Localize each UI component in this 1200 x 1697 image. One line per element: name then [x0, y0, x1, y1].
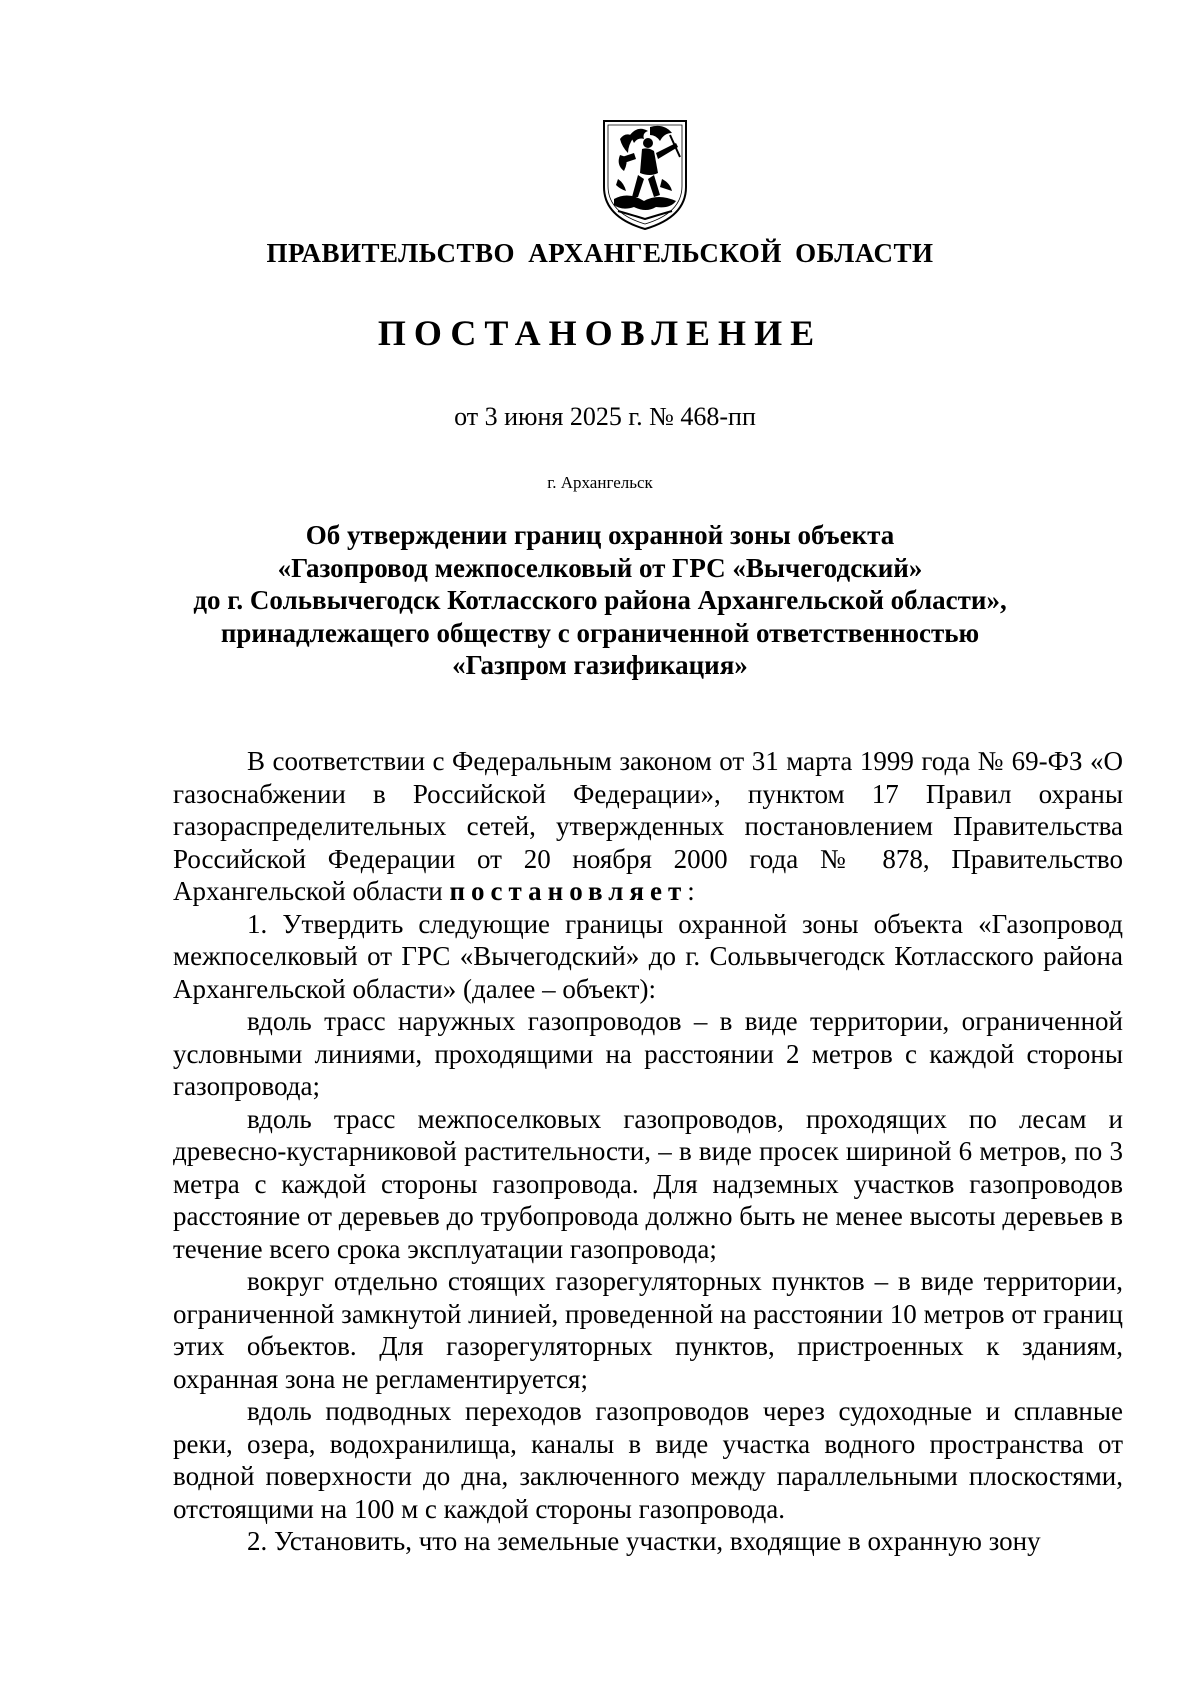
document-heading [150, 519, 1050, 682]
document-type-title: ПОСТАНОВЛЕНИЕ [377, 313, 823, 353]
heading-line: «Газопровод межпоселковый от ГРС «Вычегодский» [277, 552, 923, 583]
heading-line: до г. Сольвычегодск Котласского района Архангельской области», [193, 585, 1007, 615]
document-body [173, 745, 1123, 1558]
heading-line: Об утверждении границ охранной зоны объекта [305, 520, 895, 550]
intro-end: : [687, 876, 695, 906]
intro-text: В соответствии с Федеральным законом от 31 марта 1999 года № 69-ФЗ «О газоснабжении в Российской Федерации», пунктом 17 Правил охраны газораспределительных сетей, утвержденных постановлением Правительства Российской Федерации от 20 ноября 2000 года № 878, Правительство Архангельской области [173, 746, 1123, 906]
body-paragraph: вдоль трасс наружных газопроводов – в виде территории, ограниченной условными линиями, проходящими на расстоянии 2 метров с каждой стороны газопровода; [173, 1006, 1123, 1101]
heading-line: принадлежащего обществу с ограниченной ответственностью [220, 617, 980, 648]
intro-paragraph [173, 745, 1123, 908]
body-paragraph: 1. Утвердить следующие границы охранной зоны объекта «Газопровод межпоселковый от ГРС «Вычегодский» до г. Сольвычегодск Котласского района Архангельской области» (далее – объект): [173, 908, 1123, 1004]
document-date-number: от 3 июня 2025 г. № 468-пп [454, 402, 756, 431]
decree-action-word: постановляет [449, 876, 688, 906]
body-paragraph: вдоль подводных переходов газопроводов через судоходные и сплавные реки, озера, водохранилища, каналы в виде участка водного пространства от водной поверхности до дна, заключенного между параллельными плоскостями, отстоящими на 100 м с каждой стороны газопровода. [173, 1396, 1123, 1524]
coat-of-arms-emblem [598, 117, 692, 231]
body-paragraph: вдоль трасс межпоселковых газопроводов, проходящих по лесам и древесно-кустарниковой растительности, – в виде просек шириной 6 метров, по 3 метра с каждой стороны газопровода. Для надземных участков газопроводов расстояние от деревьев до трубопровода должно быть не менее высоты деревьев в течение всего срока эксплуатации газопровода; [173, 1103, 1123, 1264]
body-paragraph: вокруг отдельно стоящих газорегуляторных пунктов – в виде территории, ограниченной замкнутой линией, проведенной на расстоянии 10 метров от границ этих объектов. Для газорегуляторных пунктов, пристроенных к зданиям, охранная зона не регламентируется; [173, 1266, 1123, 1394]
heading-line: «Газпром газификация» [452, 650, 748, 680]
government-title: ПРАВИТЕЛЬСТВО АРХАНГЕЛЬСКОЙ ОБЛАСТИ [266, 238, 934, 268]
body-paragraph: 2. Установить, что на земельные участки, входящие в охранную зону [247, 1526, 1041, 1556]
document-city: г. Архангельск [547, 473, 653, 492]
